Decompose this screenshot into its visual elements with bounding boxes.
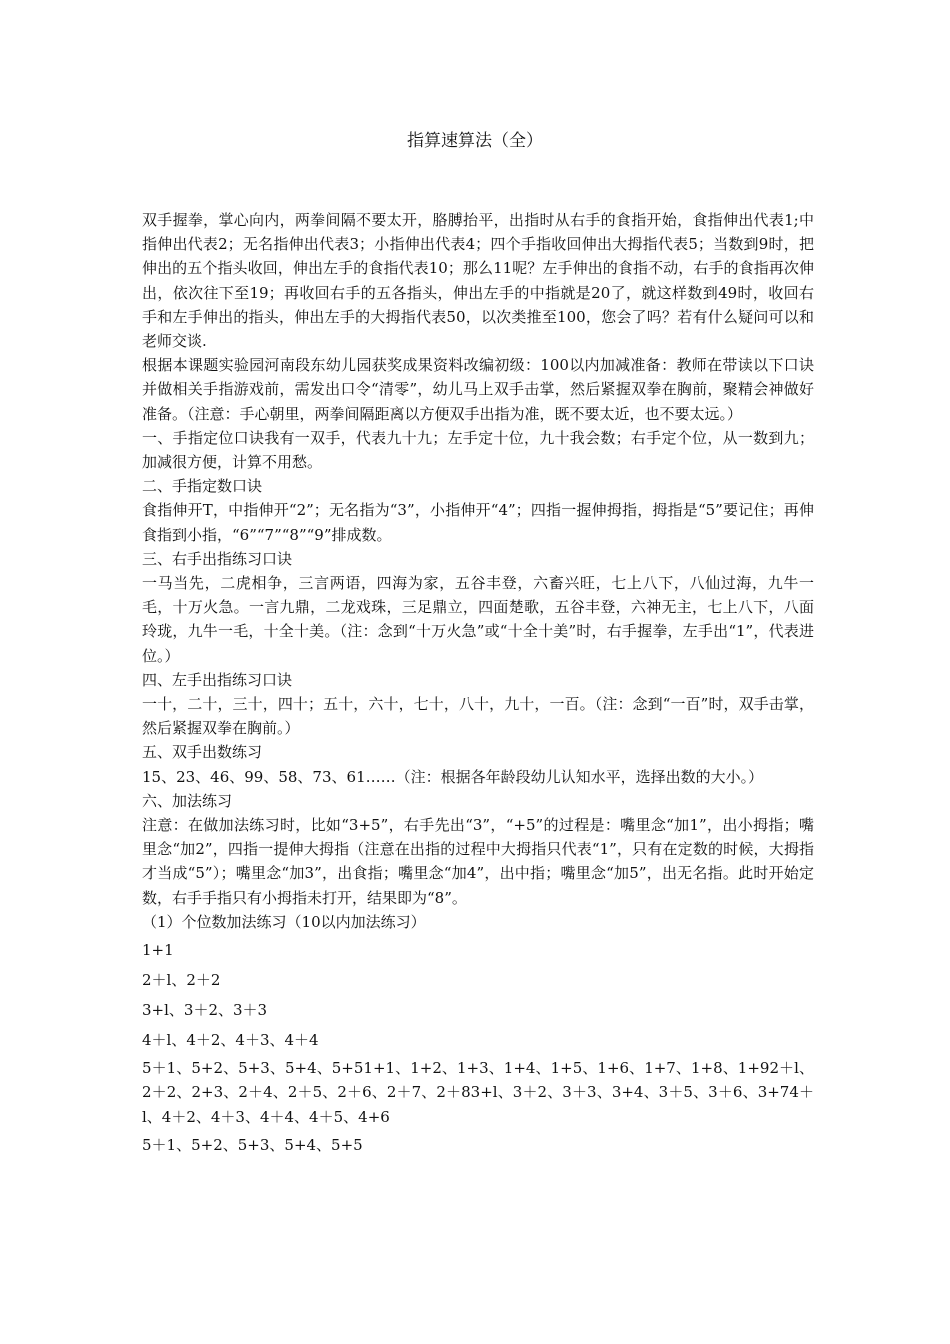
section-4-paragraph: 一十，二十，三十，四十；五十，六十，七十，八十，九十，一百。（注：念到“一百”时，双手击掌，然后紧握双拳在胸前。） xyxy=(142,695,814,738)
equation-line: 3+l、3＋2、3＋3 xyxy=(142,1001,268,1020)
section-3-heading: 三、右手出指练习口诀 xyxy=(142,549,293,568)
section-6-paragraph: 注意：在做加法练习时，比如“3+5”，右手先出“3”，“+5”的过程是：嘴里念“加1”，出小拇指；嘴里念“加2”，四指一提伸大拇指（注意在出指的过程中大拇指只代表“1”，只有在定数的时候，大拇指才当成“5”）；嘴里念“加3”，出食指；嘴里念“加4”，出中指；嘴里念“加5”，出无名指。此时开始定数，右手手指只有小拇指未打开，结果即为“8”。 xyxy=(142,816,814,907)
section-5-heading: 五、双手出数练习 xyxy=(142,743,263,762)
equation-line: 5＋1、5+2、5+3、5+4、5+51+1、1+2、1+3、1+4、1+5、1+6、1+7、1+8、1+92＋l、2＋2、2+3、2＋4、2＋5、2＋6、2＋7、2＋83+l、3＋2、3＋3、3+4、3＋5、3＋6、3+74＋l、4＋2、4＋3、4＋4、4＋5、4+6 xyxy=(142,1059,814,1126)
section-3-paragraph: 一马当先，二虎相争，三言两语，四海为家，五谷丰登，六畜兴旺，七上八下，八仙过海，九牛一毛，十万火急。一言九鼎，二龙戏珠，三足鼎立，四面楚歌，五谷丰登，六神无主，七上八下，八面玲珑，九牛一毛，十全十美。（注：念到“十万火急”或“十全十美”时，右手握拳，左手出“1”，代表进位。） xyxy=(142,574,814,665)
section-2-heading: 二、手指定数口诀 xyxy=(142,477,263,496)
section-1-paragraph: 一、手指定位口诀我有一双手，代表九十九；左手定十位，九十我会数；右手定个位，从一数到九；加减很方便，计算不用愁。 xyxy=(142,428,814,472)
document-title: 指算速算法（全） xyxy=(407,131,543,151)
section-5-paragraph: 15、23、46、99、58、73、61……（注：根据各年龄段幼儿认知水平，选择出数的大小。） xyxy=(142,767,764,786)
equation-line: 2＋l、2＋2 xyxy=(142,971,221,990)
intro-paragraph: 双手握拳，掌心向内，两拳间隔不要太开，胳膊抬平，出指时从右手的食指开始，食指伸出代表1;中指伸出代表2；无名指伸出代表3；小指伸出代表4；四个手指收回伸出大拇指代表5；当数到9时，把伸出的五个指头收回，伸出左手的食指代表10；那么11呢？左手伸出的食指不动，右手的食指再次伸出，依次往下至19；再收回右手的五各指头，伸出左手的中指就是20了，就这样数到49时，收回右手和左手伸出的指头，伸出左手的大拇指代表50，以次类推至100，您会了吗？若有什么疑问可以和老师交谈. xyxy=(142,211,814,351)
document-body xyxy=(142,208,814,1159)
preparation-paragraph: 根据本课题实验园河南段东幼儿园获奖成果资料改编初级：100以内加减准备：教师在带读以下口诀并做相关手指游戏前，需发出口令“清零”，幼儿马上双手击掌，然后紧握双拳在胸前，聚精会神做好准备。（注意：手心朝里，两拳间隔距离以方便双手出指为准，既不要太近，也不要太远。） xyxy=(142,356,814,423)
subsection-1-heading: （1）个位数加法练习（10以内加法练习） xyxy=(142,912,426,931)
section-4-heading: 四、左手出指练习口诀 xyxy=(142,670,293,689)
equation-line: 1+1 xyxy=(142,941,174,960)
equation-line: 5＋1、5+2、5+3、5+4、5+5 xyxy=(142,1135,363,1154)
section-6-heading: 六、加法练习 xyxy=(142,791,233,810)
section-2-paragraph: 食指伸开T，中指伸开“2”；无名指为“3”，小指伸开“4”；四指一握伸拇指，拇指是“5”要记住；再伸食指到小指，“6”“7”“8”“9”排成数。 xyxy=(142,501,814,544)
equation-line: 4＋l、4＋2、4＋3、4＋4 xyxy=(142,1031,319,1050)
